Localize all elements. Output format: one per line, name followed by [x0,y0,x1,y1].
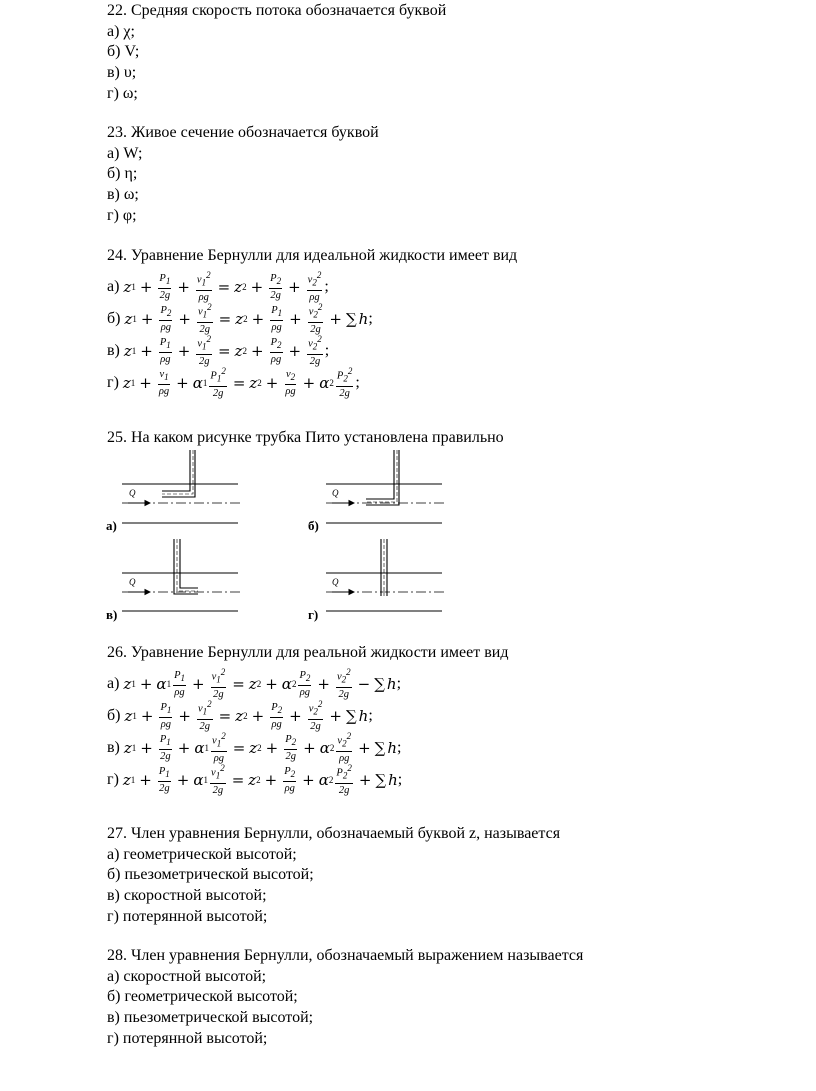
equation-c: в) z 1 + $\frac{P_1}{2g}$ + α 1 $\frac{v_1^2}{\rho g}$ = z 2 + $\frac{P_2}{2g}$ + α 2 $\frac{v_2^2}{\rho g}$ + ∑ h ; [107,731,402,764]
pitot-tube-figures [100,445,460,625]
option-c: в) ω; [107,186,139,204]
option-label: г) [107,373,119,391]
option-label: а) [107,674,120,692]
equation-d: г) z 1 + $\frac{v_1}{\rho g}$ + α 1 $\frac{P_1^2}{2g}$ = z 2 + $\frac{v_2}{\rho g}$ + α 2 $\frac{P_2^2}{2g}$ ; [107,366,360,399]
option-b: б) V; [107,43,140,61]
option-label: в) [107,738,120,756]
question-title: 25. На каком рисунке трубка Пито установлена правильно [107,429,504,446]
option-a: а) χ; [107,22,135,40]
option-b: б) геометрической высотой; [107,988,298,1006]
flow-label: Q [129,488,136,498]
option-d: г) потерянной высотой; [107,907,268,925]
equation-a: а) z 1 + $\frac{P_1}{2g}$ + $\frac{v_1^2}{\rho g}$ = z 2 + $\frac{P_2}{2g}$ + $\frac{v_2^2}{\rho g}$ ; [107,270,329,303]
option-b: б) пьезометрической высотой; [107,866,314,884]
option-label: а) [107,277,120,295]
figure-d [308,539,444,622]
figure-label: г) [308,607,319,622]
option-d: г) ω; [107,84,138,102]
equation-d: г) z 1 + $\frac{P_1}{2g}$ + α 1 $\frac{v_1^2}{2g}$ = z 2 + $\frac{P_2}{\rho g}$ + α 2 $\frac{P_2^2}{2g}$ + ∑ h ; [107,763,403,796]
option-a: а) скоростной высотой; [107,967,267,985]
question-22 [107,1,446,104]
figure-b [308,450,444,533]
option-label: в) [107,341,120,359]
option-c: в) скоростной высотой; [107,887,267,905]
question-27 [107,824,560,927]
option-d: г) потерянной высотой; [107,1029,268,1047]
flow-label: Q [332,488,339,498]
question-28 [107,946,583,1049]
figure-label: а) [106,518,117,533]
option-c: в) υ; [107,64,137,82]
question-title: 26. Уравнение Бернулли для реальной жидкости имеет вид [107,644,509,661]
equation-a: а) z 1 + α 1 $\frac{P_1}{\rho g}$ + $\frac{v_1^2}{2g}$ = z 2 + α 2 $\frac{P_2}{\rho g}$ + $\frac{v_2^2}{2g}$ − ∑ h ; [107,667,402,700]
figure-label: б) [308,518,319,533]
question-26 [107,643,509,796]
option-d: г) φ; [107,206,137,224]
equation-c: в) z 1 + $\frac{P_1}{\rho g}$ + $\frac{v_1^2}{2g}$ = z 2 + $\frac{P_2}{\rho g}$ + $\frac{v_2^2}{2g}$ ; [107,334,330,367]
option-a: а) W; [107,144,143,162]
flow-label: Q [332,577,339,587]
option-label: г) [107,770,119,788]
option-label: б) [107,309,121,327]
option-label: б) [107,706,121,724]
figure-a [106,450,240,533]
question-title: 28. Член уравнения Бернулли, обозначаемый выражением называется [107,947,584,964]
figure-label: в) [106,607,118,622]
flow-label: Q [129,577,136,587]
question-24 [107,246,517,399]
option-a: а) геометрической высотой; [107,845,297,863]
equation-b: б) z 1 + $\frac{P_1}{\rho g}$ + $\frac{v_1^2}{2g}$ = z 2 + $\frac{P_2}{\rho g}$ + $\frac{v_2^2}{2g}$ + ∑ h ; [107,699,373,732]
question-title: 24. Уравнение Бернулли для идеальной жидкости имеет вид [107,247,518,264]
figure-c [106,539,240,622]
question-title: 22. Средняя скорость потока обозначается буквой [107,2,447,19]
question-title: 27. Член уравнения Бернулли, обозначаемый буквой z, называется [107,825,561,842]
option-c: в) пьезометрической высотой; [107,1009,314,1027]
option-b: б) η; [107,165,138,183]
question-23 [107,123,379,226]
equation-b: б) z 1 + $\frac{P_2}{\rho g}$ + $\frac{v_1^2}{2g}$ = z 2 + $\frac{P_1}{\rho g}$ + $\frac{v_2^2}{2g}$ + ∑ h ; [107,302,373,335]
question-title: 23. Живое сечение обозначается буквой [107,124,379,141]
